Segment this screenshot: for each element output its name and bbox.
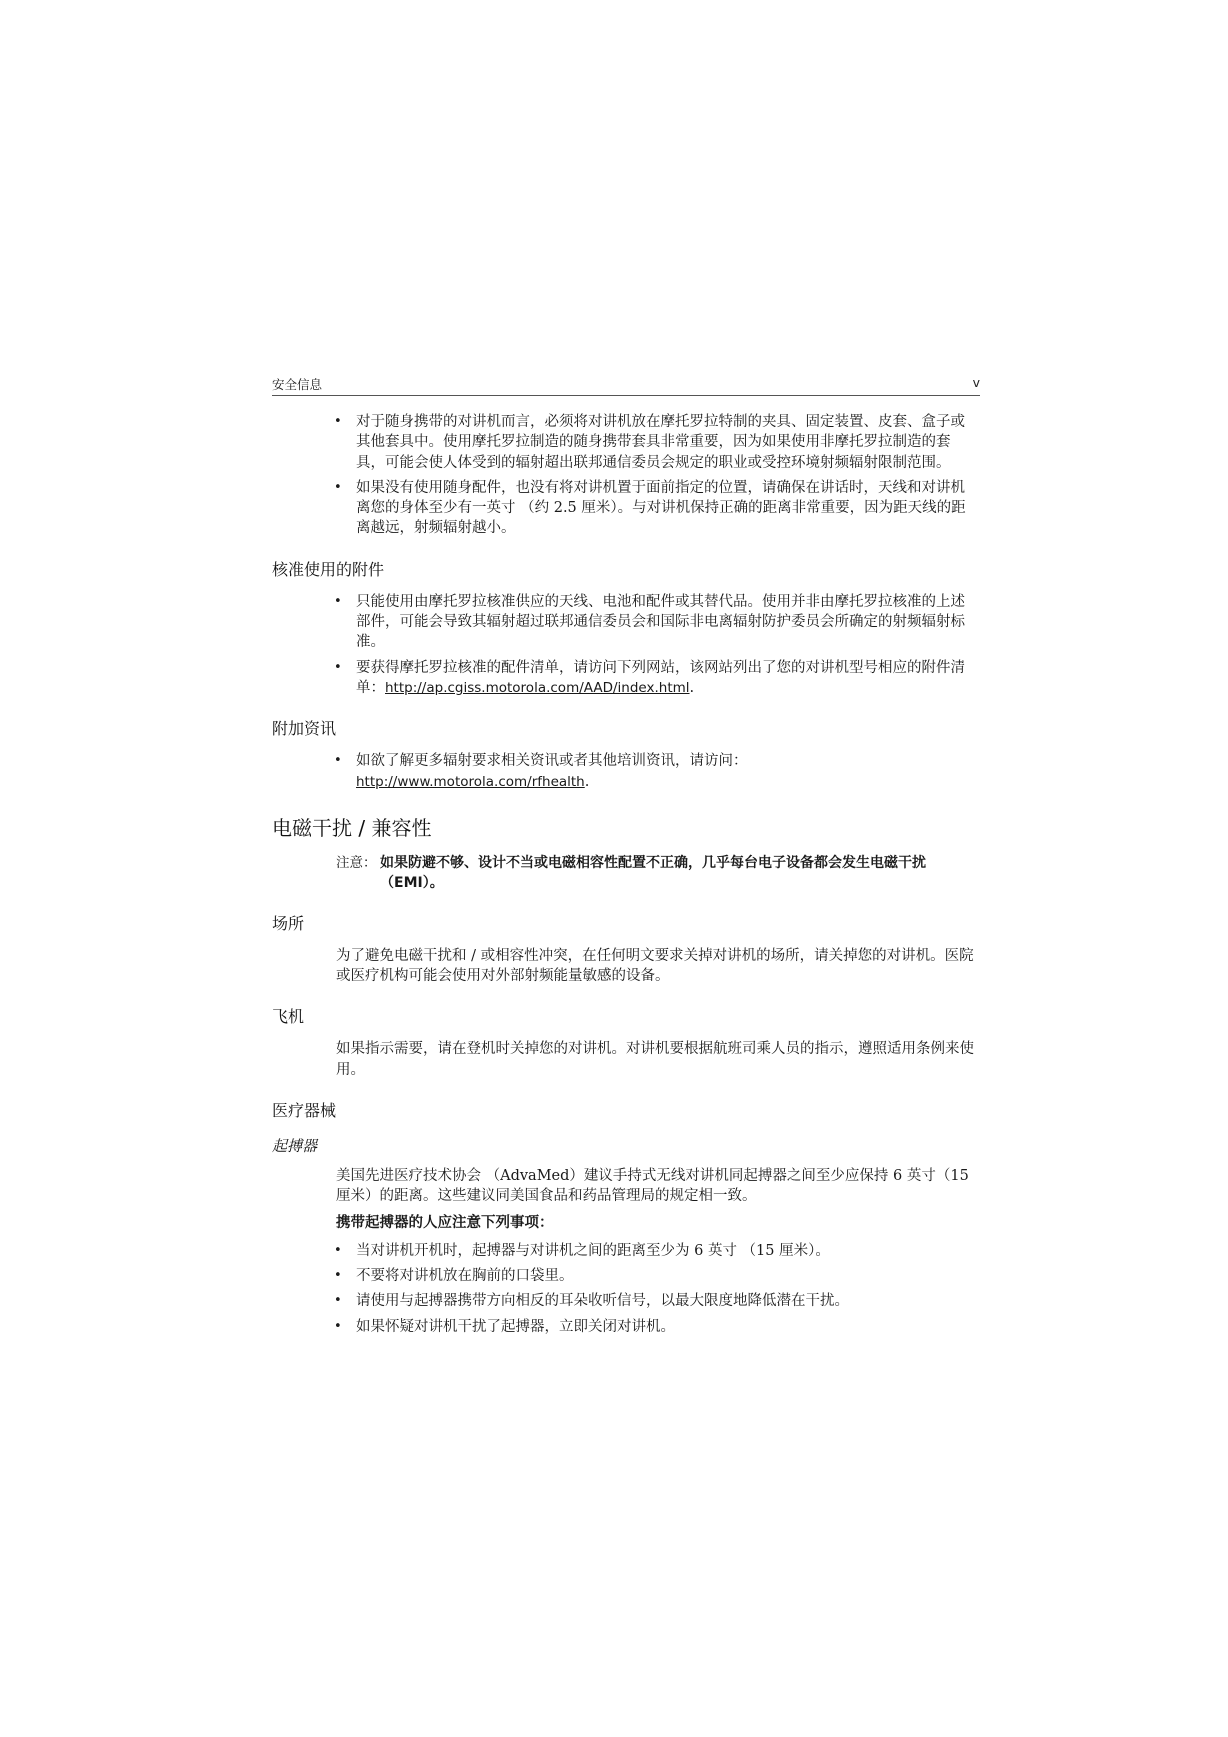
page-content: [272, 412, 980, 1342]
bullet-text: 当对讲机开机时，起搏器与对讲机之间的距离至少为 6 英寸 （15 厘米）。: [356, 1242, 830, 1259]
approved-accessories-bullets: [272, 592, 980, 698]
bullet-text: 请使用与起搏器携带方向相反的耳朵收听信号，以最大限度地降低潜在干扰。: [356, 1293, 849, 1310]
list-item: [334, 592, 980, 653]
bullet-text: 如果怀疑对讲机干扰了起搏器，立即关闭对讲机。: [356, 1318, 675, 1335]
facilities-paragraph: 为了避免电磁干扰和 / 或相容性冲突，在任何明文要求关掉对讲机的场所，请关掉您的对讲机。医院或医疗机构可能会使用对外部射频能量敏感的设备。: [336, 947, 974, 985]
note-label: 注意：: [336, 854, 377, 871]
emi-section-heading: 电磁干扰 / 兼容性: [272, 815, 432, 840]
bullet-text: 不要将对讲机放在胸前的口袋里。: [356, 1267, 574, 1284]
list-item: [334, 658, 980, 699]
approved-accessories-heading: 核准使用的附件: [272, 559, 385, 579]
bullet-icon: •: [334, 479, 342, 495]
pacemaker-heading: 起搏器: [272, 1137, 318, 1156]
list-item: [334, 412, 980, 473]
page-number: v: [972, 375, 980, 390]
list-item: [334, 1317, 980, 1337]
pacemaker-wearers-heading: 携带起搏器的人应注意下列事项：: [336, 1213, 554, 1231]
bullet-text: 如果没有使用随身配件，也没有将对讲机置于面前指定的位置，请确保在讲话时，天线和对讲机离您的身体至少有一英寸 （约 2.5 厘米）。与对讲机保持正确的距离非常重要，因为距天线的距离越远，射频辐射越小。: [356, 479, 966, 537]
pacemaker-paragraph: 美国先进医疗技术协会 （AdvaMed）建议手持式无线对讲机同起搏器之间至少应保持 6 英寸（15 厘米）的距离。这些建议同美国食品和药品管理局的规定相一致。: [336, 1168, 969, 1205]
bullet-text: 如欲了解更多辐射要求相关资讯或者其他培训资讯，请访问：: [356, 753, 748, 770]
bullet-text: 只能使用由摩托罗拉核准供应的天线、电池和配件或其替代品。使用并非由摩托罗拉核准的上述部件，可能会导致其辐射超过联邦通信委员会和国际非电离辐射防护委员会所确定的射频辐射标准。: [356, 593, 965, 651]
bullet-icon: •: [334, 1318, 342, 1334]
medical-devices-heading: 医疗器械: [272, 1101, 337, 1121]
bullet-text: 对于随身携带的对讲机而言，必须将对讲机放在摩托罗拉特制的夹具、固定装置、皮套、盒子或其他套具中。使用摩托罗拉制造的随身携带套具非常重要，因为如果使用非摩托罗拉制造的套具，可能会使人体受到的辐射超出联邦通信委员会规定的职业或受控环境射频辐射限制范围。: [356, 414, 965, 471]
bullet-tail: .: [689, 679, 695, 696]
emi-note: [336, 853, 980, 893]
additional-info-bullets: [272, 751, 980, 792]
bullet-text: 要获得摩托罗拉核准的配件清单，请访问下列网站，该网站列出了您的对讲机型号相应的附件清单：: [356, 659, 965, 696]
list-item: [334, 478, 980, 539]
bullet-icon: •: [334, 1242, 342, 1258]
bullet-tail: .: [584, 773, 590, 790]
list-item: [334, 1266, 980, 1286]
header-section-label: 安全信息: [272, 377, 323, 392]
bullet-icon: •: [334, 659, 342, 675]
rfhealth-link[interactable]: http://www.motorola.com/rfhealth: [356, 773, 585, 790]
list-item: [334, 1291, 980, 1311]
list-item: [334, 751, 980, 792]
pacemaker-bullets: [272, 1241, 980, 1337]
bullet-icon: •: [334, 414, 342, 429]
bullet-icon: •: [334, 1267, 342, 1283]
header-rule: [272, 395, 980, 396]
note-text: 如果防避不够、设计不当或电磁相容性配置不正确，几乎每台电子设备都会发生电磁干扰 （EMI）。: [380, 854, 926, 891]
aircraft-paragraph: 如果指示需要，请在登机时关掉您的对讲机。对讲机要根据航班司乘人员的指示，遵照适用条例来使用。: [336, 1041, 974, 1078]
list-item: [334, 1241, 980, 1261]
running-header: [272, 372, 980, 394]
facilities-heading: 场所: [272, 913, 305, 933]
bullet-icon: •: [334, 593, 342, 609]
accessories-link[interactable]: http://ap.cgiss.motorola.com/AAD/index.html: [385, 679, 690, 696]
bullet-icon: •: [334, 753, 342, 769]
additional-info-heading: 附加资讯: [272, 719, 337, 739]
aircraft-heading: 飞机: [272, 1007, 305, 1027]
body-worn-bullets: [272, 412, 980, 539]
bullet-icon: •: [334, 1293, 342, 1309]
